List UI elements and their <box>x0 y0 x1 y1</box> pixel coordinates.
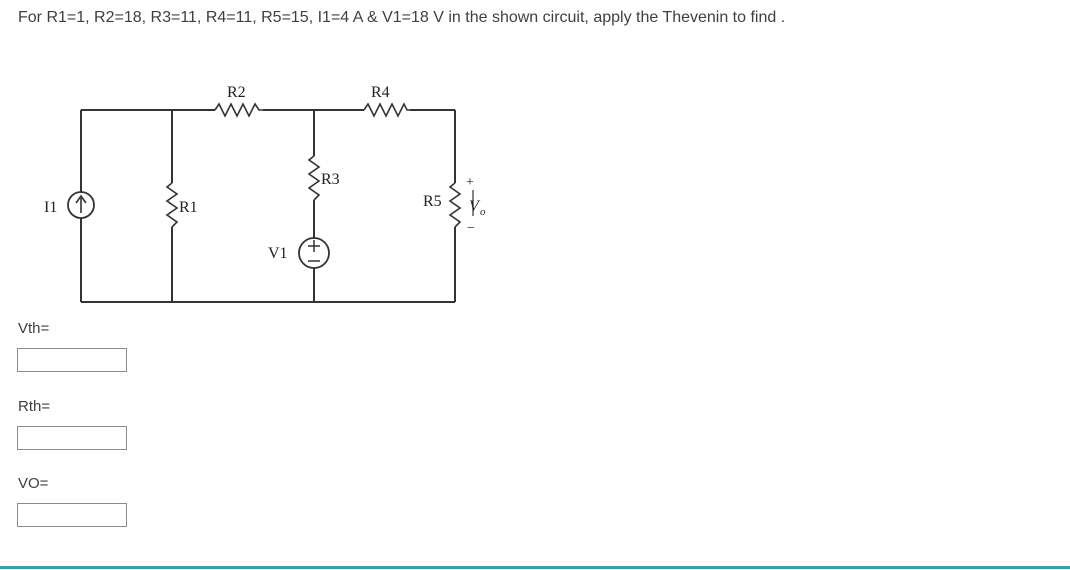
bottom-divider <box>0 566 1070 569</box>
resistor-r3 <box>309 156 319 200</box>
vth-input[interactable] <box>17 348 127 372</box>
label-vo-plus: + <box>466 175 474 190</box>
label-vo-minus: − <box>467 221 475 236</box>
voltage-source-v1 <box>299 238 329 268</box>
vo-input[interactable] <box>17 503 127 527</box>
label-r4: R4 <box>371 84 390 101</box>
vo-label: VO= <box>18 475 49 492</box>
resistor-r5 <box>450 183 460 227</box>
resistor-r4 <box>364 104 410 116</box>
label-r1: R1 <box>179 199 198 216</box>
label-vo-sub: o <box>480 206 486 218</box>
label-r5: R5 <box>423 193 442 210</box>
label-v1: V1 <box>268 245 288 262</box>
label-r3: R3 <box>321 171 340 188</box>
current-source-i1 <box>68 192 94 218</box>
label-i1: I1 <box>44 199 58 216</box>
label-vo: V <box>469 198 479 215</box>
rth-input[interactable] <box>17 426 127 450</box>
resistor-r1 <box>167 183 177 227</box>
rth-label: Rth= <box>18 398 51 415</box>
label-r2: R2 <box>227 84 246 101</box>
question-text: For R1=1, R2=18, R3=11, R4=11, R5=15, I1=4 A & V1=18 V in the shown circuit, apply the Thevenin to find . <box>18 9 786 26</box>
vth-label: Vth= <box>18 320 50 337</box>
resistor-r2 <box>215 104 263 116</box>
